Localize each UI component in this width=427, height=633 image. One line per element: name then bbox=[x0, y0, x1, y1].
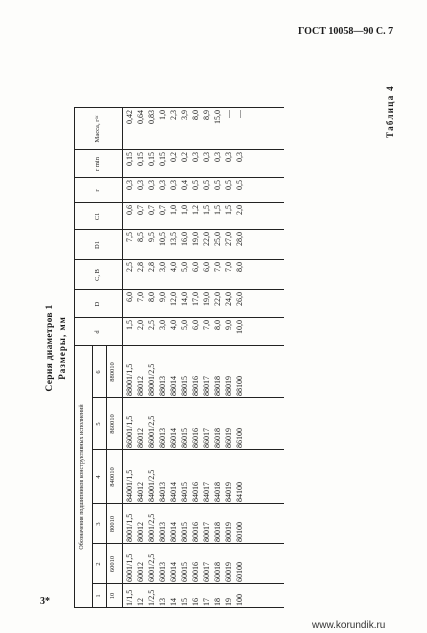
table-col-divider bbox=[74, 149, 284, 150]
table-cell: 88019 bbox=[224, 376, 233, 396]
table-label: Таблица 4 bbox=[385, 85, 395, 138]
table-border-top bbox=[74, 108, 75, 608]
column-subheader-c2: 60010 bbox=[109, 555, 116, 573]
table-cell: 2,5 bbox=[125, 262, 134, 272]
table-cell: 60012 bbox=[136, 562, 145, 582]
table-cell: 60017 bbox=[202, 562, 211, 582]
table-cell: 2,8 bbox=[147, 262, 156, 272]
table-cell: 6,0 bbox=[191, 262, 200, 272]
table-col-divider bbox=[74, 317, 284, 318]
table-cell: 8,0 bbox=[213, 320, 222, 330]
table-cell: 12 bbox=[136, 598, 145, 606]
table-cell: 80018 bbox=[213, 522, 222, 542]
table-cell: 60015 bbox=[180, 562, 189, 582]
column-header-mass: Масса, г≈ bbox=[94, 115, 101, 143]
table-cell: 2,0 bbox=[136, 320, 145, 330]
table-cell: 22,0 bbox=[202, 232, 211, 246]
table-subheader-divider bbox=[106, 346, 107, 608]
column-header-c2: 2 bbox=[95, 562, 102, 566]
table-cell: 3,0 bbox=[158, 262, 167, 272]
table-cell: 0,3 bbox=[136, 180, 145, 190]
table-cell: 0,3 bbox=[147, 180, 156, 190]
table-cell: 1,5 bbox=[224, 205, 233, 215]
table-cell: 86001/1,5 bbox=[125, 415, 134, 448]
table-cell: 0,5 bbox=[224, 180, 233, 190]
document-header: ГОСТ 10058—90 С. 7 bbox=[298, 26, 394, 37]
table-cell: 80015 bbox=[180, 522, 189, 542]
table-col-divider bbox=[74, 107, 284, 108]
table-cell: 6,0 bbox=[202, 262, 211, 272]
table-cell: 86001/2,5 bbox=[147, 415, 156, 448]
table-cell: 7,5 bbox=[125, 232, 134, 242]
table-cell: 0,15 bbox=[136, 152, 145, 166]
table-cell: 80012 bbox=[136, 522, 145, 542]
table-col-divider bbox=[74, 229, 284, 230]
column-subheader-c3: 80010 bbox=[109, 515, 116, 533]
table-cell: 14,0 bbox=[180, 292, 189, 306]
table-cell: 0,5 bbox=[202, 180, 211, 190]
table-cell: 88018 bbox=[213, 376, 222, 396]
table-cell: 10,5 bbox=[158, 232, 167, 246]
series-title: Серия диаметров 1 bbox=[45, 304, 55, 392]
table-cell: 1,0 bbox=[158, 110, 167, 120]
table-cell: 4,0 bbox=[169, 320, 178, 330]
table-cell: 0,15 bbox=[158, 152, 167, 166]
table-group-divider bbox=[92, 346, 93, 608]
page-number: 3* bbox=[40, 596, 50, 607]
table-cell: 0,42 bbox=[125, 110, 134, 124]
table-cell: 7,0 bbox=[213, 262, 222, 272]
table-cell: 8001/1,5 bbox=[125, 513, 134, 542]
table-cell: 1,0 bbox=[180, 205, 189, 215]
column-header-d: d bbox=[94, 330, 101, 334]
table-cell: 84013 bbox=[158, 482, 167, 502]
table-cell: 2,3 bbox=[169, 110, 178, 120]
table-cell: 1/2,5 bbox=[147, 589, 156, 606]
table-cell: 0,4 bbox=[180, 180, 189, 190]
table-cell: 84015 bbox=[180, 482, 189, 502]
table-cell: 16 bbox=[191, 598, 200, 606]
column-header-c4: 4 bbox=[95, 475, 102, 479]
table-cell: 9,0 bbox=[158, 292, 167, 302]
table-cell: 0,3 bbox=[202, 152, 211, 162]
table-cell: 80017 bbox=[202, 522, 211, 542]
table-cell: — bbox=[235, 110, 244, 118]
table-cell: 84001/2,5 bbox=[147, 469, 156, 502]
table-cell: 2,8 bbox=[136, 262, 145, 272]
table-col-divider bbox=[74, 345, 284, 346]
table-cell: 86016 bbox=[191, 428, 200, 448]
table-cell: 28,0 bbox=[235, 232, 244, 246]
sizes-title: Размеры, мм bbox=[57, 316, 67, 380]
table-cell: 14 bbox=[169, 598, 178, 606]
table-cell: 10,0 bbox=[235, 320, 244, 334]
column-subheader-c1: 10 bbox=[109, 592, 116, 600]
table-cell: 8,0 bbox=[191, 110, 200, 120]
table-cell: 0,6 bbox=[125, 205, 134, 215]
table-cell: 7,0 bbox=[136, 292, 145, 302]
table-col-divider bbox=[74, 259, 284, 260]
table-cell: 0,7 bbox=[136, 205, 145, 215]
column-header-c1: 1 bbox=[95, 594, 102, 598]
table-cell: 18 bbox=[213, 598, 222, 606]
table-cell: 17,0 bbox=[191, 292, 200, 306]
table-cell: 0,3 bbox=[158, 180, 167, 190]
table-cell: 7,0 bbox=[202, 320, 211, 330]
column-header-r: r bbox=[94, 189, 101, 192]
table-cell: 25,0 bbox=[213, 232, 222, 246]
table-col-divider bbox=[92, 449, 284, 450]
table-cell: 26,0 bbox=[235, 292, 244, 306]
table-cell: 88001/1,5 bbox=[125, 363, 134, 396]
table-cell: 84018 bbox=[213, 482, 222, 502]
table-cell: 84014 bbox=[169, 482, 178, 502]
table-cell: 0,5 bbox=[235, 180, 244, 190]
table-cell: 86100 bbox=[235, 428, 244, 448]
table-cell: 15,0 bbox=[213, 110, 222, 124]
table-cell: 0,3 bbox=[213, 152, 222, 162]
table-col-divider bbox=[74, 289, 284, 290]
table-cell: 84019 bbox=[224, 482, 233, 502]
table-cell: 1/1,5 bbox=[125, 589, 134, 606]
table-cell: 9,0 bbox=[224, 320, 233, 330]
table-col-divider bbox=[92, 397, 284, 398]
column-header-CB: C, B bbox=[94, 269, 101, 281]
table-cell: — bbox=[224, 110, 233, 118]
table-cell: 8,0 bbox=[235, 262, 244, 272]
table-col-divider bbox=[74, 607, 284, 608]
group-header: Обозначения подшипников конструктивных исполнений bbox=[79, 404, 85, 550]
table-cell: 88016 bbox=[191, 376, 200, 396]
table-cell: 88001/2,5 bbox=[147, 363, 156, 396]
table-cell: 86013 bbox=[158, 428, 167, 448]
table-cell: 0,64 bbox=[136, 110, 145, 124]
table-cell: 6,0 bbox=[125, 292, 134, 302]
table-cell: 15 bbox=[180, 598, 189, 606]
column-subheader-c6: 880010 bbox=[109, 362, 116, 382]
table-cell: 3,0 bbox=[158, 320, 167, 330]
table-cell: 80013 bbox=[158, 522, 167, 542]
column-header-c5: 5 bbox=[95, 422, 102, 426]
table-cell: 8,9 bbox=[202, 110, 211, 120]
table-cell: 80014 bbox=[169, 522, 178, 542]
column-subheader-c4: 840010 bbox=[109, 467, 116, 487]
table-cell: 84100 bbox=[235, 482, 244, 502]
table-cell: 8,5 bbox=[136, 232, 145, 242]
table-cell: 60013 bbox=[158, 562, 167, 582]
table-cell: 86019 bbox=[224, 428, 233, 448]
table-cell: 0,3 bbox=[169, 180, 178, 190]
table-cell: 60016 bbox=[191, 562, 200, 582]
table-cell: 0,83 bbox=[147, 110, 156, 124]
table-cell: 7,0 bbox=[224, 262, 233, 272]
table-cell: 1,2 bbox=[191, 205, 200, 215]
table-cell: 60018 bbox=[213, 562, 222, 582]
table-cell: 84012 bbox=[136, 482, 145, 502]
table-cell: 88013 bbox=[158, 376, 167, 396]
table-cell: 1,0 bbox=[169, 205, 178, 215]
table-header-divider bbox=[122, 108, 123, 608]
table-cell: 5,0 bbox=[180, 320, 189, 330]
table-cell: 0,2 bbox=[180, 152, 189, 162]
table-cell: 1,5 bbox=[213, 205, 222, 215]
table-cell: 84001/1,5 bbox=[125, 469, 134, 502]
table-cell: 8,0 bbox=[147, 292, 156, 302]
table-col-divider bbox=[92, 583, 284, 584]
table-cell: 9,5 bbox=[147, 232, 156, 242]
column-header-c3: 3 bbox=[95, 522, 102, 526]
table-cell: 0,3 bbox=[125, 180, 134, 190]
table-cell: 19,0 bbox=[191, 232, 200, 246]
table-cell: 1,5 bbox=[125, 320, 134, 330]
table-cell: 80100 bbox=[235, 522, 244, 542]
table-cell: 60019 bbox=[224, 562, 233, 582]
table-cell: 60014 bbox=[169, 562, 178, 582]
table-cell: 88100 bbox=[235, 376, 244, 396]
table-cell: 80016 bbox=[191, 522, 200, 542]
table-cell: 88014 bbox=[169, 376, 178, 396]
watermark: www.korundik.ru bbox=[312, 620, 386, 631]
table-cell: 86014 bbox=[169, 428, 178, 448]
table-col-divider bbox=[74, 177, 284, 178]
table-cell: 0,15 bbox=[125, 152, 134, 166]
table-cell: 1,5 bbox=[202, 205, 211, 215]
table-cell: 27,0 bbox=[224, 232, 233, 246]
table-cell: 86017 bbox=[202, 428, 211, 448]
table-cell: 86015 bbox=[180, 428, 189, 448]
column-header-C1: C1 bbox=[94, 212, 101, 221]
table-cell: 80019 bbox=[224, 522, 233, 542]
table-cell: 88015 bbox=[180, 376, 189, 396]
table-cell: 8001/2,5 bbox=[147, 513, 156, 542]
table-cell: 5,0 bbox=[180, 262, 189, 272]
table-cell: 0,7 bbox=[158, 205, 167, 215]
table-cell: 24,0 bbox=[224, 292, 233, 306]
column-header-c6: 6 bbox=[95, 370, 102, 374]
rotated-table-block bbox=[40, 48, 420, 608]
column-header-rmin: r min bbox=[94, 157, 101, 171]
table-cell: 3,9 bbox=[180, 110, 189, 120]
table-cell: 0,5 bbox=[213, 180, 222, 190]
table-cell: 19 bbox=[224, 598, 233, 606]
table-cell: 84016 bbox=[191, 482, 200, 502]
column-header-D: D bbox=[94, 301, 101, 307]
table-cell: 13,5 bbox=[169, 232, 178, 246]
table-cell: 4,0 bbox=[169, 262, 178, 272]
table-cell: 6001/2,5 bbox=[147, 553, 156, 582]
table-cell: 86018 bbox=[213, 428, 222, 448]
table-cell: 2,5 bbox=[147, 320, 156, 330]
table-cell: 12,0 bbox=[169, 292, 178, 306]
table-cell: 13 bbox=[158, 598, 167, 606]
table-cell: 0,3 bbox=[235, 152, 244, 162]
table-cell: 84017 bbox=[202, 482, 211, 502]
table-cell: 6001/1,5 bbox=[125, 553, 134, 582]
table-cell: 17 bbox=[202, 598, 211, 606]
table-cell: 0,7 bbox=[147, 205, 156, 215]
table-cell: 0,15 bbox=[147, 152, 156, 166]
table-cell: 100 bbox=[235, 594, 244, 606]
table-cell: 16,0 bbox=[180, 232, 189, 246]
table-col-divider bbox=[74, 202, 284, 203]
table-cell: 0,5 bbox=[191, 180, 200, 190]
table-cell: 22,0 bbox=[213, 292, 222, 306]
table-cell: 86012 bbox=[136, 428, 145, 448]
table-col-divider bbox=[92, 543, 284, 544]
table-cell: 6,0 bbox=[191, 320, 200, 330]
table-cell: 0,3 bbox=[224, 152, 233, 162]
table-cell: 19,0 bbox=[202, 292, 211, 306]
table-cell: 0,3 bbox=[191, 152, 200, 162]
table-cell: 88017 bbox=[202, 376, 211, 396]
table-cell: 60100 bbox=[235, 562, 244, 582]
table-cell: 88012 bbox=[136, 376, 145, 396]
table-cell: 2,0 bbox=[235, 205, 244, 215]
table-cell: 0,2 bbox=[169, 152, 178, 162]
column-header-D1: D1 bbox=[94, 241, 101, 249]
table-col-divider bbox=[92, 503, 284, 504]
column-subheader-c5: 860010 bbox=[109, 414, 116, 434]
